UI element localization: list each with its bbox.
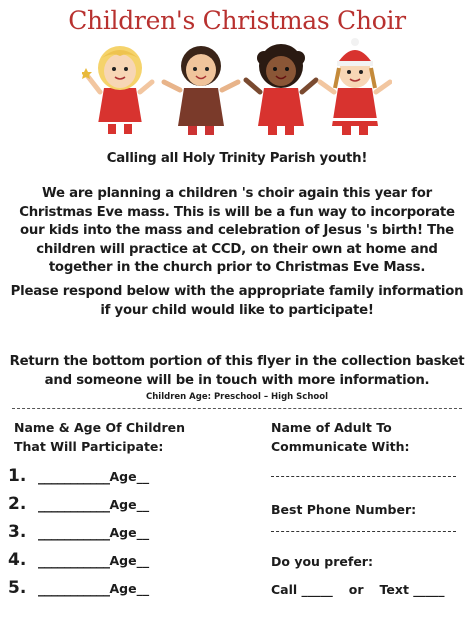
child-name-blank[interactable]: ___________ xyxy=(38,581,110,597)
child-age-blank[interactable]: Age__ xyxy=(109,525,150,540)
row-number: 4. xyxy=(8,550,27,570)
phone-number-line[interactable] xyxy=(271,531,456,532)
child-red-hat xyxy=(320,38,390,135)
or-separator: or xyxy=(348,582,364,597)
text-option[interactable]: Text _____ xyxy=(379,582,445,597)
child-age-blank[interactable]: Age__ xyxy=(109,581,150,596)
response-request: Please respond below with the appropriate family information if your child would like to participate! xyxy=(10,284,464,318)
child-entry-row xyxy=(8,522,149,544)
greeting-line: Calling all Holy Trinity Parish youth! xyxy=(106,151,368,166)
choir-children-illustration xyxy=(82,38,392,138)
child-curly-hair xyxy=(246,44,316,135)
child-dark-hair xyxy=(164,46,238,135)
choir-description: We are planning a children 's choir again this year for Christmas Eve mass. This is will be a fun way to incorporate our kids into the mass and celebration of Jesus 's birth! The children will practice at CCD, on their own at home and together in the church prior to Christmas Eve Mass. xyxy=(19,186,455,275)
age-range-note: Children Age: Preschool – High School xyxy=(146,392,328,402)
return-instructions: Return the bottom portion of this flyer in the collection basket and someone will be in touch with more information. xyxy=(9,354,465,388)
row-number: 5. xyxy=(8,578,27,598)
children-names-heading: Name & Age Of Children That Will Participate: xyxy=(14,420,186,454)
child-age-blank[interactable]: Age__ xyxy=(109,497,150,512)
child-name-blank[interactable]: ___________ xyxy=(38,553,110,569)
call-option[interactable]: Call _____ xyxy=(271,582,333,597)
adult-name-line[interactable] xyxy=(271,476,456,477)
row-number: 1. xyxy=(8,466,27,486)
contact-preference-row xyxy=(271,582,445,597)
contact-preference-label: Do you prefer: xyxy=(271,554,373,569)
child-entry-row xyxy=(8,578,149,600)
child-name-blank[interactable]: ___________ xyxy=(38,525,110,541)
child-entry-row xyxy=(8,466,149,488)
child-entry-row xyxy=(8,550,149,572)
child-entry-row xyxy=(8,494,149,516)
child-name-blank[interactable]: ___________ xyxy=(38,497,110,513)
child-age-blank[interactable]: Age__ xyxy=(109,469,150,484)
child-blonde xyxy=(82,46,152,134)
adult-contact-heading: Name of Adult To Communicate With: xyxy=(271,420,410,454)
child-name-blank[interactable]: ___________ xyxy=(38,469,110,485)
row-number: 2. xyxy=(8,494,27,514)
child-age-blank[interactable]: Age__ xyxy=(109,553,150,568)
cut-line xyxy=(12,408,462,409)
flyer-title: Children's Christmas Choir xyxy=(68,6,406,35)
phone-label: Best Phone Number: xyxy=(271,502,417,517)
row-number: 3. xyxy=(8,522,27,542)
